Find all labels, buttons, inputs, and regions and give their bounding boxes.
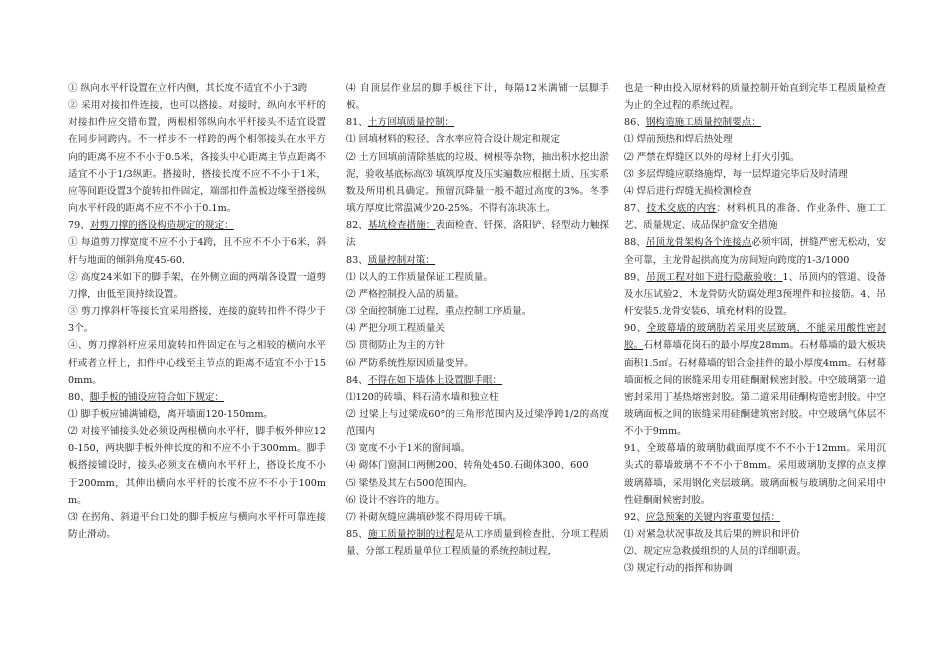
item-number: 85、 (346, 529, 368, 541)
paragraph-text: ⑴ 回填材料的粒径、含水率应符合设计规定和规定 (346, 134, 561, 146)
paragraph (346, 355, 609, 372)
paragraph-text: 91、全玻幕墙的玻璃肋截面厚度不不不小于12mm。采用沉头式的幕墙玻璃不不不小于8mm。采用玻璃肋支撑的点支撑玻璃幕墙，采用钢化夹层玻璃。玻璃面板与玻璃肋之间采用中性硅酮耐候密封胶。 (624, 443, 886, 506)
underlined-heading: 钢构造施工质量控制要点： (645, 117, 761, 129)
underlined-heading: 吊顶工程对如下进行隐蔽验收： (646, 271, 783, 283)
paragraph (346, 475, 609, 492)
paragraph (624, 560, 886, 577)
paragraph (346, 217, 609, 251)
paragraph (68, 80, 326, 97)
paragraph-text: ⑵ 严格控制投入品的质量。 (346, 288, 465, 300)
paragraph-text: 石材幕墙花岗石的最小厚度28mm。石材幕墙的最大板块面积1.5㎡。石材幕墙的铝合金挂件的最小厚度4mm。石材幕墙面板之间的嵌缝采用专用硅酮耐候密封胶。中空玻璃第一道密封采用丁基热熔密封胶。第二道采用硅酮构造密封胶。中空玻璃面板之间的嵌缝采用硅酮建筑密封胶。中空玻璃气体层不不小于9mm。 (624, 340, 887, 438)
paragraph-text: ⑶ 多层焊缝应联络施焊，每一层焊道完毕后及时清理 (624, 168, 848, 180)
paragraph (624, 234, 886, 268)
item-number: 80、 (68, 391, 90, 403)
paragraph (346, 269, 609, 286)
paragraph (624, 131, 886, 148)
paragraph (346, 389, 609, 406)
item-number: 88、 (624, 237, 646, 249)
underlined-heading: 吊顶龙骨架构各个连接点 (645, 237, 752, 249)
underlined-heading: 土方回填质量控制： (367, 117, 455, 129)
paragraph (346, 492, 609, 509)
item-number: 92、 (624, 511, 646, 523)
paragraph (346, 320, 609, 337)
paragraph-text: ⑶ 全面控制施工过程，重点控制工序质量。 (346, 306, 532, 318)
paragraph-text: ① 每道剪刀撑宽度不应不小于4跨，且不应不不小于6米，斜杆与地面的倾斜角度45-60. (68, 237, 326, 266)
paragraph-text: ⑵ 严禁在焊缝区以外的母材上打火引弧。 (624, 151, 800, 163)
paragraph-text: ⑵ 过梁上与过梁成60°的三角形范围内及过梁净跨1/2的高度范围内 (346, 408, 609, 438)
item-number: 81、 (346, 117, 368, 129)
underlined-heading: 技术交底的内容 (646, 203, 717, 215)
underlined-heading: 质量控制对策： (367, 254, 435, 266)
paragraph-text: ⑶ 在拐角、斜道平台口处的脚手板应与横向水平杆可靠连接防止滑动。 (68, 511, 326, 541)
underlined-heading: 施工质量控制的过程 (367, 529, 455, 541)
paragraph-text: ：材料机具的准备、作业条件、施工工艺、质量规定、成品保护盒安全措施 (624, 203, 887, 232)
paragraph (346, 372, 609, 389)
item-number: 90、 (624, 323, 647, 335)
paragraph (68, 97, 326, 217)
item-number: 79、 (68, 220, 90, 232)
underlined-heading: 应急预案的关键内容重要包括： (645, 511, 781, 523)
paragraph (68, 303, 326, 337)
underlined-heading: 不得在如下墙体上设置脚手眼： (367, 374, 503, 386)
paragraph (624, 200, 886, 234)
paragraph-text: ⑹ 严防系统性原因质量变异。 (346, 357, 474, 369)
paragraph (624, 509, 886, 526)
paragraph (624, 526, 886, 543)
paragraph (68, 234, 326, 268)
paragraph-text: ⑵、规定应急救援组织的人员的详细职责。 (624, 546, 807, 558)
paragraph (624, 166, 886, 183)
paragraph (346, 440, 609, 457)
item-number: 89、 (624, 271, 647, 283)
paragraph (624, 543, 886, 560)
paragraph (346, 337, 609, 354)
column-right (624, 80, 886, 578)
paragraph (346, 406, 609, 440)
paragraph-text: ② 高度24米如下的脚手架，在外侧立面的两端各设置一道剪刀撑，由低至顶持续设置。 (68, 271, 326, 300)
paragraph-text: ⑴ 对紧急状况事故及其后果的辨识和评价 (624, 529, 800, 541)
paragraph-text: ⑴ 脚手板应铺满铺稳，离开墙面120-150mm。 (68, 408, 274, 420)
paragraph-text: ⑴ 焊前预热和焊后热处理 (624, 134, 733, 146)
paragraph (68, 423, 326, 509)
paragraph (624, 269, 886, 320)
paragraph (624, 149, 886, 166)
paragraph-text: ⑵ 对接平铺接头处必须设两根横向水平杆，脚手板外伸应120-150，两块脚手板外伸长度的和不应不小于300mm。脚手板搭接铺设时，接头必须支在横向水平杆上，搭设长度不小于200mm，其伸出横向水平杆的长度不应不不小于100mm。 (68, 426, 326, 506)
paragraph (346, 526, 609, 560)
paragraph-text: 1、吊顶内的管道、设备及水压试验2、木龙骨防火防腐处理3预埋件和拉接筋。4、吊杆安装5.龙骨安装6、填充材料的设置。 (624, 271, 886, 318)
column-middle (346, 80, 609, 560)
paragraph-text: 必须牢固，拼缝严密无松动，安全可靠，主龙骨起拱高度为房间短向跨度的1-3/1000 (624, 237, 886, 266)
paragraph (68, 509, 326, 543)
paragraph (68, 217, 326, 234)
underlined-heading: 脚手板的铺设应符合如下规定： (89, 391, 225, 403)
item-number: 87、 (624, 203, 647, 215)
item-number: 83、 (346, 254, 368, 266)
paragraph (624, 320, 886, 440)
paragraph-text: ⑴ 以人的工作质量保证工程质量。 (346, 271, 493, 283)
paragraph (346, 252, 609, 269)
paragraph (68, 269, 326, 303)
paragraph-text: 是从工序质量到检查批、分项工程质量、分部工程质量单位工程质量的系统控制过程， (346, 529, 609, 558)
underlined-heading: 基坑检查措施： (367, 220, 436, 232)
paragraph-text: ⑸ 梁垫及其左右500范围内。 (346, 477, 473, 489)
paragraph (346, 131, 609, 148)
paragraph-text: ⑹ 设计不容许的地方。 (346, 494, 445, 506)
paragraph (624, 183, 886, 200)
paragraph-text: ⑴120的砖墙、料石清水墙和独立柱 (346, 391, 499, 403)
paragraph (346, 286, 609, 303)
underlined-heading: 对剪刀撑的搭设构造规定的规定： (89, 220, 234, 232)
paragraph-text: ⑷ 焊后进行焊缝无损检测检查 (624, 185, 752, 197)
item-number: 86、 (624, 117, 646, 129)
paragraph (68, 389, 326, 406)
paragraph-text: ⑷ 自顶层作业层的脚手板往下计，每隔12米满铺一层脚手板。 (346, 83, 609, 112)
paragraph (346, 303, 609, 320)
paragraph-text: ⑶ 宽度不小于1米的窗间墙。 (346, 443, 471, 455)
paragraph (346, 114, 609, 131)
paragraph (624, 440, 886, 509)
paragraph-text: ⑺ 补砌灰缝应满填砂浆不得用砖干填。 (346, 511, 513, 523)
paragraph-text: ⑶ 规定行动的指挥和协调 (624, 563, 733, 575)
paragraph (624, 80, 886, 114)
item-number: 84、 (346, 374, 368, 386)
paragraph (68, 337, 326, 388)
paragraph-text: ① 纵向水平杆设置在立杆内侧，其长度不适宜不小于3跨 (68, 83, 308, 94)
paragraph-text: ③ 剪刀撑斜杆等接长宜采用搭接，连接的旋转扣件不得少于3个。 (68, 306, 326, 335)
paragraph-text: ④、剪刀撑斜杆应采用旋转扣件固定在与之相较的横向水平杆或者立杆上，扣件中心线至主节点的距离不适宜不小于150mm。 (68, 340, 326, 386)
paragraph (346, 149, 609, 218)
paragraph (346, 457, 609, 474)
paragraph-text: ⑸ 贯彻防止为主的方针 (346, 340, 445, 352)
paragraph-text: ⑷ 严把分项工程质量关 (346, 323, 445, 335)
item-number: 82、 (346, 220, 368, 232)
paragraph (346, 80, 609, 114)
paragraph (624, 114, 886, 131)
paragraph (346, 509, 609, 526)
paragraph-text: 也是一种由投入原材料的质量控制开始直到完毕工程质量检查为止的全过程的系统过程。 (624, 83, 886, 112)
paragraph-text: ⑷ 砌体门窗洞口两侧200、转角处450.石砌体300、600 (346, 460, 589, 472)
column-left (68, 80, 326, 543)
paragraph-text: 表面检查、钎探、洛阳铲、轻型动力触探法 (346, 220, 610, 249)
paragraph-text: ⑵ 土方回填前清除基底的垃圾、树根等杂物，抽出积水挖出淤泥，验收基底标高⑶ 填筑厚度及压实遍数应根据土质、压实系数及所用机具确定。预留沉降量一般不超过高度的3%。冬季填方厚度比常温减少20-25%。不得有冻块冻土。 (346, 151, 609, 215)
paragraph-text: ② 采用对接扣件连接，也可以搭接。对接时，纵向水平杆的对接扣件应交错布置，两根相邻纵向水平杆接头不适宜设置在同步同跨内。不一样步不一样跨的两个相邻接头在水平方向的距离不应不不小于0.5米，各接头中心距离主节点距离不适宜不小于1/3纵距。搭接时，搭接长度不应不不小于1米，应等间距设置3个旋转扣件固定，端部扣件盖板边缘至搭接纵向水平杆段的距离不应不不小于0.1m。 (68, 100, 326, 215)
paragraph (68, 406, 326, 423)
underlined-heading: 全玻幕墙的玻璃肋若采用夹层玻璃，不能采用酸性密封胶。 (624, 323, 887, 352)
